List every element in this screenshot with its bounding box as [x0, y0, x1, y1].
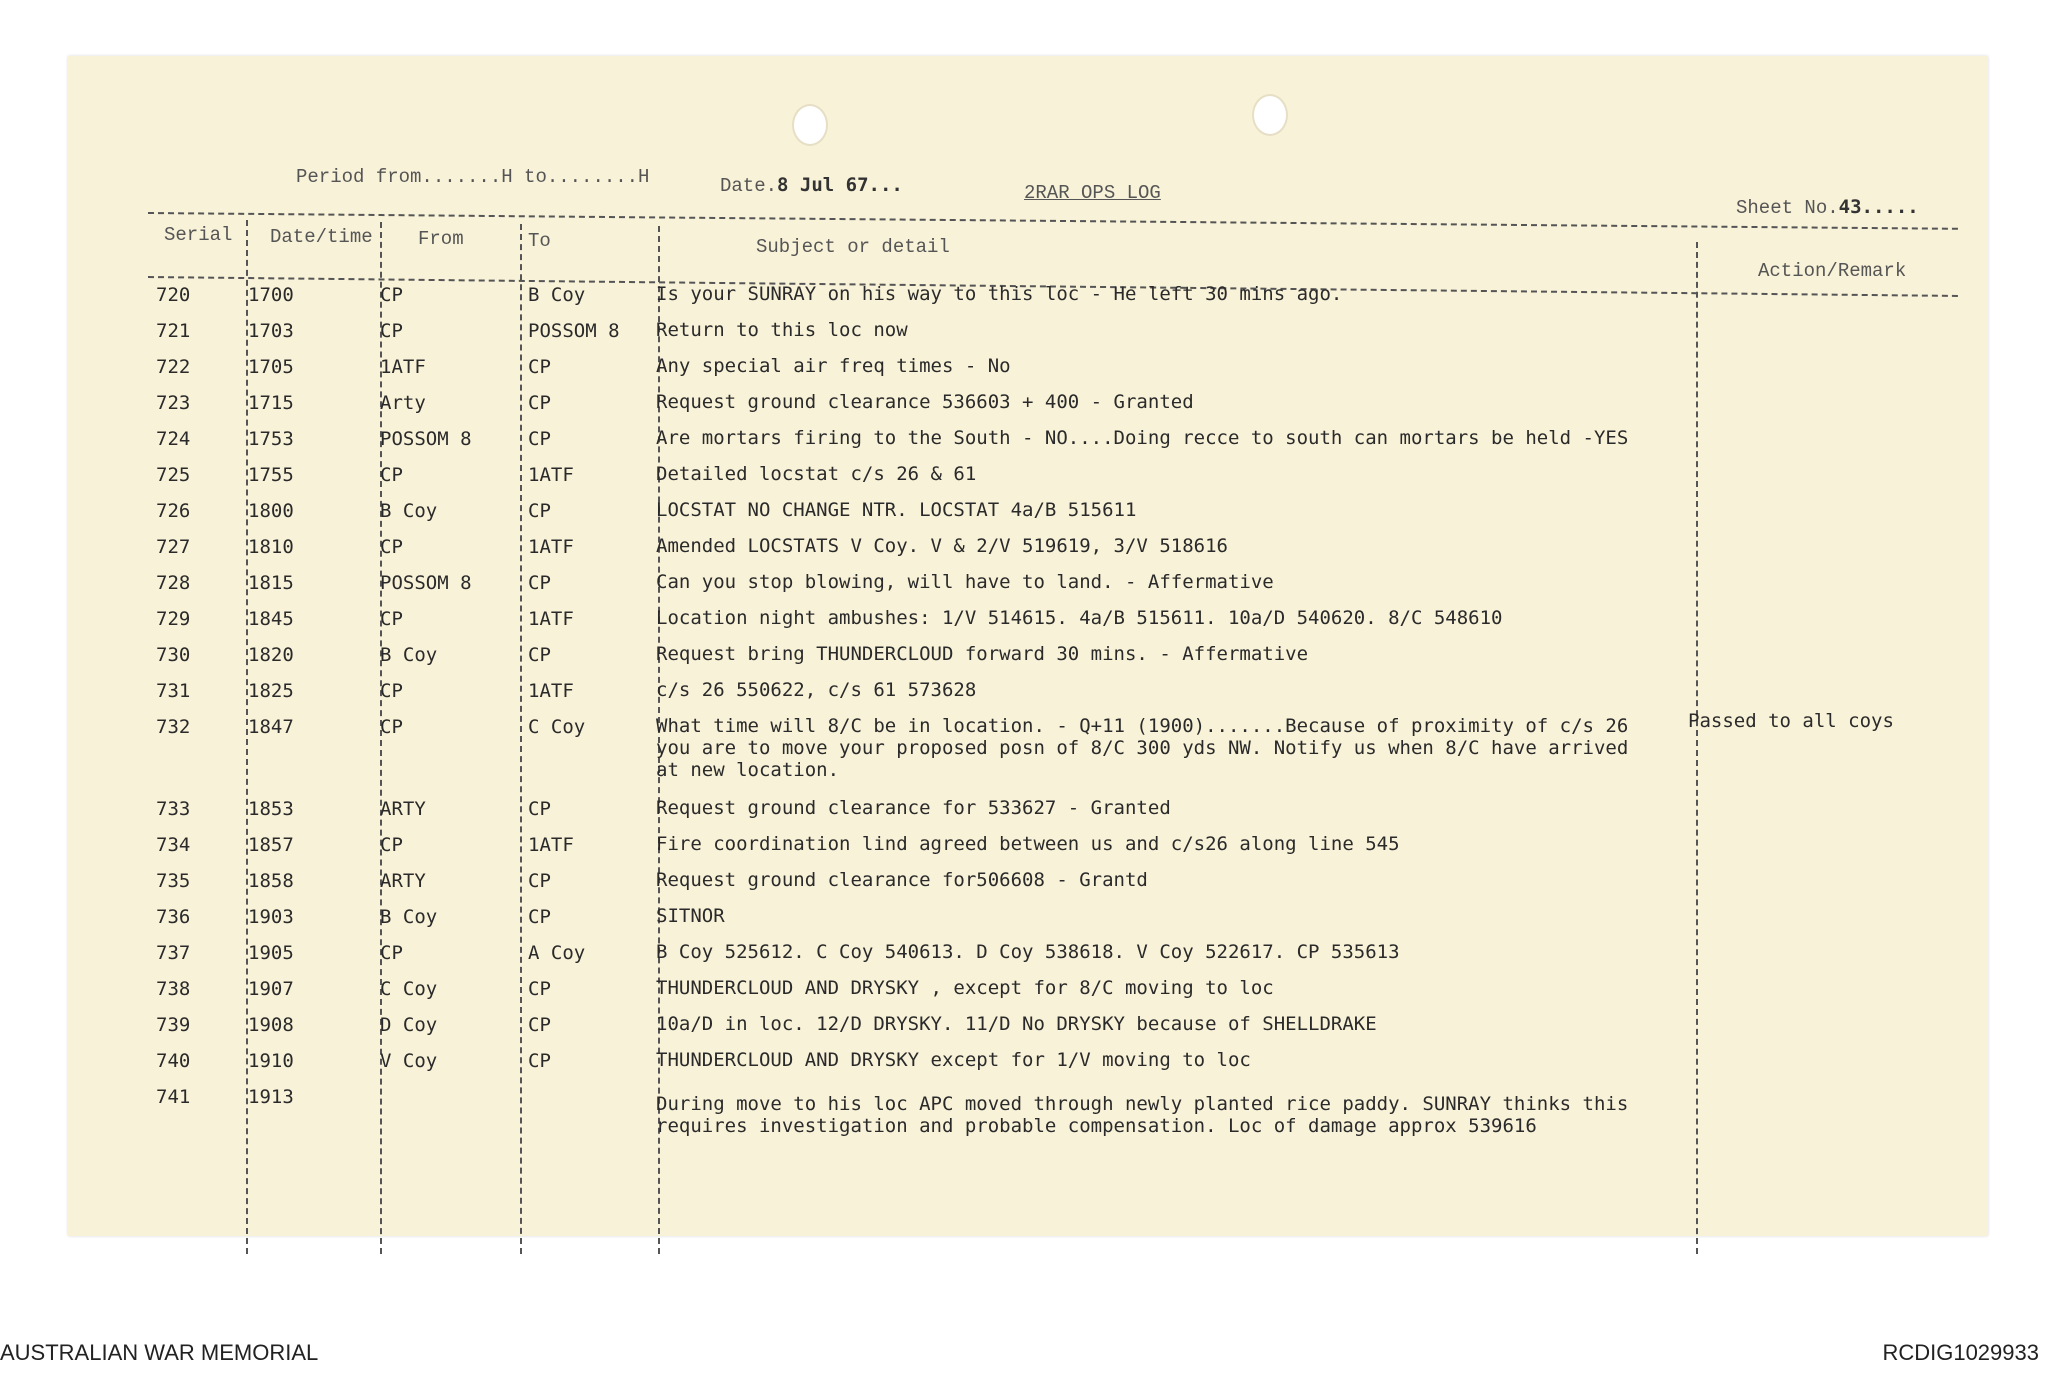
subject-cell: Request bring THUNDERCLOUD forward 30 mins. - Affermative — [656, 643, 1309, 665]
subject-line-1: During move to his loc APC moved through newly planted rice paddy. SUNRAY thinks this — [656, 1093, 1629, 1115]
to-cell: CP — [528, 906, 551, 928]
from-cell: B Coy — [380, 644, 438, 666]
subject-cell: Return to this loc now — [656, 319, 908, 341]
log-title: 2RAR OPS LOG — [1024, 182, 1161, 204]
subject-cell: Request ground clearance for 533627 - Granted — [656, 797, 1171, 819]
time-cell: 1857 — [248, 834, 294, 856]
serial-cell: 736 — [156, 906, 191, 928]
subject-cell: SITNOR — [656, 905, 725, 927]
serial-cell: 740 — [156, 1050, 191, 1072]
serial-cell: 727 — [156, 536, 191, 558]
to-cell: CP — [528, 500, 551, 522]
serial-cell: 722 — [156, 356, 191, 378]
date-value: 8 Jul 67... — [777, 174, 903, 196]
to-cell: CP — [528, 870, 551, 892]
subject-line-3: at new location. — [656, 759, 840, 781]
subject-line-1: What time will 8/C be in location. - Q+11 (1900).......Because of proximity of c/s 26 — [656, 715, 1629, 737]
subject-cell: THUNDERCLOUD AND DRYSKY except for 1/V moving to loc — [656, 1049, 1251, 1071]
time-cell: 1845 — [248, 608, 294, 630]
from-cell: CP — [380, 716, 403, 738]
subject-line-2: you are to move your proposed posn of 8/C 300 yds NW. Notify us when 8/C have arrived — [656, 737, 1629, 759]
serial-cell: 724 — [156, 428, 191, 450]
col-from-header: From — [418, 228, 464, 250]
subject-cell: B Coy 525612. C Coy 540613. D Coy 538618. V Coy 522617. CP 535613 — [656, 941, 1400, 963]
time-cell: 1800 — [248, 500, 294, 522]
from-cell: CP — [380, 464, 403, 486]
remark-cell: Passed to all coys — [1688, 710, 1894, 732]
time-cell: 1905 — [248, 942, 294, 964]
subject-cell: LOCSTAT NO CHANGE NTR. LOCSTAT 4a/B 515611 — [656, 499, 1137, 521]
to-cell: POSSOM 8 — [528, 320, 620, 342]
to-cell: C Coy — [528, 716, 586, 738]
to-cell: CP — [528, 978, 551, 1000]
subject-line-2: requires investigation and probable compensation. Loc of damage approx 539616 — [656, 1115, 1537, 1137]
time-cell: 1858 — [248, 870, 294, 892]
time-cell: 1910 — [248, 1050, 294, 1072]
date-field — [720, 174, 903, 197]
time-cell: 1815 — [248, 572, 294, 594]
col-datetime-header: Date/time — [270, 226, 373, 248]
from-cell: CP — [380, 834, 403, 856]
from-cell: ARTY — [380, 870, 426, 892]
time-cell: 1907 — [248, 978, 294, 1000]
serial-cell: 720 — [156, 284, 191, 306]
time-cell: 1847 — [248, 716, 294, 738]
serial-cell: 737 — [156, 942, 191, 964]
to-cell: A Coy — [528, 942, 586, 964]
to-cell: CP — [528, 1050, 551, 1072]
date-label: Date. — [720, 175, 778, 197]
time-cell: 1810 — [248, 536, 294, 558]
from-cell: POSSOM 8 — [380, 428, 472, 450]
time-cell: 1820 — [248, 644, 294, 666]
from-cell: 1ATF — [380, 356, 426, 378]
serial-cell: 733 — [156, 798, 191, 820]
serial-cell: 725 — [156, 464, 191, 486]
serial-cell: 721 — [156, 320, 191, 342]
col-divider-3 — [520, 224, 522, 1254]
time-cell: 1705 — [248, 356, 294, 378]
from-cell: ARTY — [380, 798, 426, 820]
subject-cell: Is your SUNRAY on his way to this loc - He left 30 mins ago. — [656, 283, 1343, 305]
subject-cell: Detailed locstat c/s 26 & 61 — [656, 463, 977, 485]
to-cell: 1ATF — [528, 680, 574, 702]
to-cell: 1ATF — [528, 608, 574, 630]
from-cell: C Coy — [380, 978, 438, 1000]
from-cell: Arty — [380, 392, 426, 414]
subject-cell: Amended LOCSTATS V Coy. V & 2/V 519619, 3/V 518616 — [656, 535, 1228, 557]
to-cell: CP — [528, 1014, 551, 1036]
serial-cell: 732 — [156, 716, 191, 738]
to-cell: CP — [528, 798, 551, 820]
subject-cell: c/s 26 550622, c/s 61 573628 — [656, 679, 977, 701]
footer-credit: AUSTRALIAN WAR MEMORIAL — [0, 1340, 319, 1365]
serial-cell: 730 — [156, 644, 191, 666]
subject-cell: Can you stop blowing, will have to land. - Affermative — [656, 571, 1274, 593]
from-cell: CP — [380, 284, 403, 306]
sheet-label: Sheet No. — [1736, 197, 1839, 219]
serial-cell: 741 — [156, 1086, 191, 1108]
time-cell: 1908 — [248, 1014, 294, 1036]
time-cell: 1703 — [248, 320, 294, 342]
from-cell: CP — [380, 608, 403, 630]
serial-cell: 734 — [156, 834, 191, 856]
serial-cell: 738 — [156, 978, 191, 1000]
sheet-number — [1736, 196, 1919, 219]
time-cell: 1853 — [248, 798, 294, 820]
subject-cell: Location night ambushes: 1/V 514615. 4a/B 515611. 10a/D 540620. 8/C 548610 — [656, 607, 1503, 629]
col-remark-header: Action/Remark — [1758, 260, 1907, 282]
to-cell: 1ATF — [528, 464, 574, 486]
subject-cell: Request ground clearance for506608 - Grantd — [656, 869, 1148, 891]
subject-cell: Request ground clearance 536603 + 400 - Granted — [656, 391, 1194, 413]
col-serial-header: Serial — [164, 224, 233, 246]
from-cell: POSSOM 8 — [380, 572, 472, 594]
subject-cell: Are mortars firing to the South - NO....Doing recce to south can mortars be held -YES — [656, 427, 1629, 449]
from-cell: B Coy — [380, 906, 438, 928]
time-cell: 1700 — [248, 284, 294, 306]
time-cell: 1753 — [248, 428, 294, 450]
serial-cell: 723 — [156, 392, 191, 414]
from-cell: D Coy — [380, 1014, 438, 1036]
serial-cell: 726 — [156, 500, 191, 522]
time-cell: 1903 — [248, 906, 294, 928]
subject-cell: THUNDERCLOUD AND DRYSKY , except for 8/C moving to loc — [656, 977, 1274, 999]
from-cell: CP — [380, 536, 403, 558]
footer-id: RCDIG1029933 — [1882, 1340, 2039, 1365]
time-cell: 1913 — [248, 1086, 294, 1108]
serial-cell: 731 — [156, 680, 191, 702]
to-cell: CP — [528, 392, 551, 414]
punch-hole-left — [792, 104, 828, 146]
time-cell: 1755 — [248, 464, 294, 486]
to-cell: CP — [528, 644, 551, 666]
sheet-value: 43..... — [1838, 196, 1919, 218]
subject-cell: Fire coordination lind agreed between us and c/s26 along line 545 — [656, 833, 1400, 855]
to-cell: 1ATF — [528, 536, 574, 558]
from-cell: B Coy — [380, 500, 438, 522]
to-cell: CP — [528, 428, 551, 450]
ops-log-sheet — [68, 56, 1988, 1236]
from-cell: CP — [380, 942, 403, 964]
from-cell: CP — [380, 680, 403, 702]
to-cell: CP — [528, 356, 551, 378]
time-cell: 1715 — [248, 392, 294, 414]
serial-cell: 739 — [156, 1014, 191, 1036]
from-cell: CP — [380, 320, 403, 342]
to-cell: 1ATF — [528, 834, 574, 856]
to-cell: B Coy — [528, 284, 586, 306]
serial-cell: 729 — [156, 608, 191, 630]
from-cell: V Coy — [380, 1050, 438, 1072]
subject-cell: Any special air freq times - No — [656, 355, 1011, 377]
col-subject-header: Subject or detail — [756, 236, 950, 258]
serial-cell: 735 — [156, 870, 191, 892]
time-cell: 1825 — [248, 680, 294, 702]
col-divider-5 — [1696, 242, 1698, 1254]
serial-cell: 728 — [156, 572, 191, 594]
to-cell: CP — [528, 572, 551, 594]
subject-cell: 10a/D in loc. 12/D DRYSKY. 11/D No DRYSKY because of SHELLDRAKE — [656, 1013, 1377, 1035]
period-field: Period from.......H to........H — [296, 166, 650, 188]
col-to-header: To — [528, 230, 551, 252]
punch-hole-right — [1252, 94, 1288, 136]
